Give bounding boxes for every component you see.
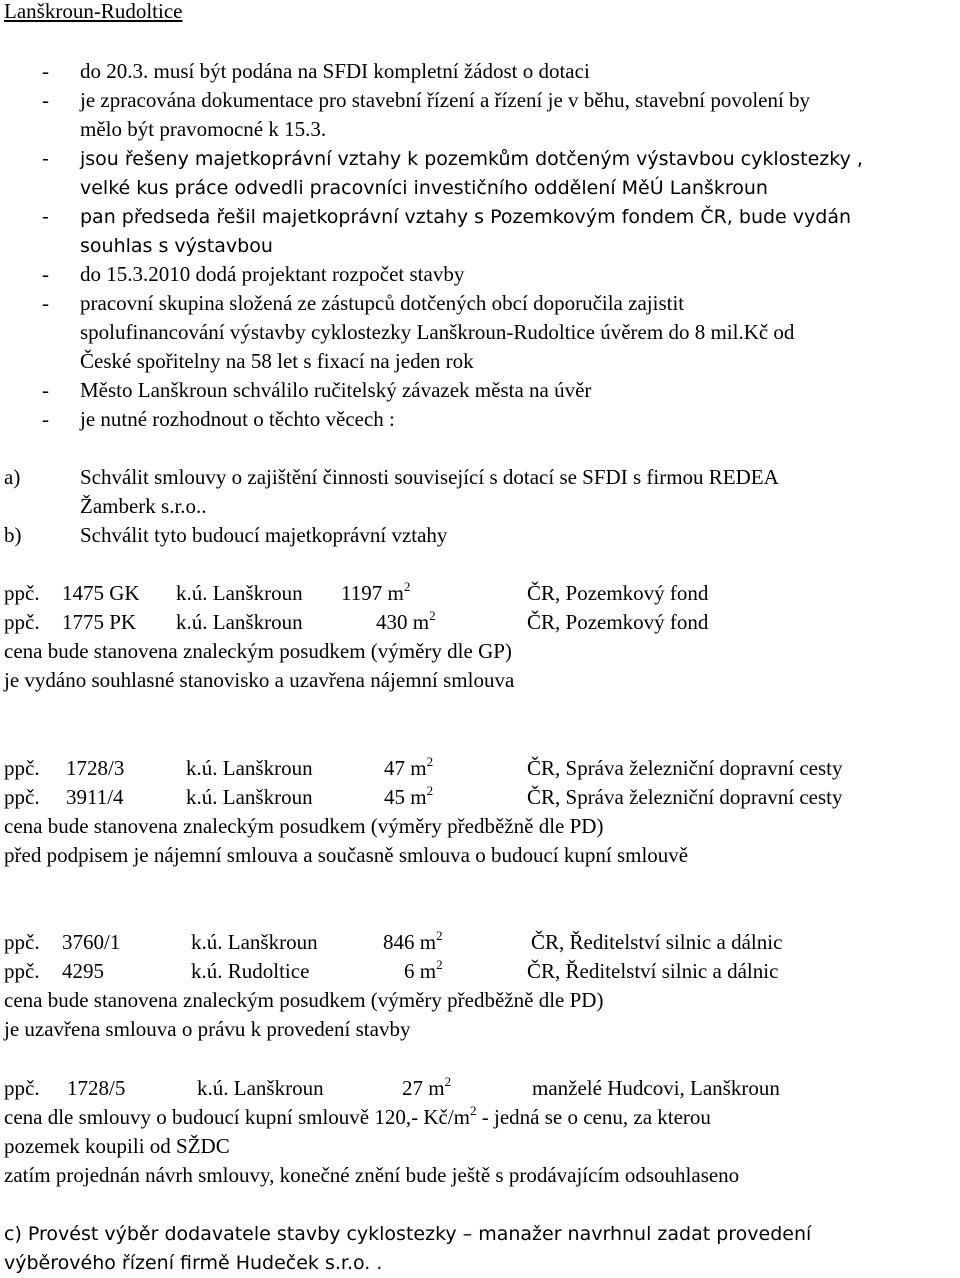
bullet-text: spolufinancování výstavby cyklostezky Lanškroun-Rudoltice úvěrem do 8 mil.Kč od: [80, 320, 795, 344]
parcel-owner: ČR, Správa železniční dopravní cesty: [527, 756, 843, 780]
bullet-dash: -: [42, 262, 49, 286]
bullet-text: jsou řešeny majetkoprávní vztahy k pozemkům dotčeným výstavbou cyklostezky ,: [80, 148, 863, 170]
parcel-area: 430 $m^2$: [376, 608, 436, 634]
parcel-number: 4295: [62, 959, 104, 983]
parcel-owner: ČR, Pozemkový fond: [527, 581, 709, 605]
parcel-owner: ČR, Pozemkový fond: [527, 610, 709, 634]
cadastral-area: k.ú. Lanškroun: [176, 581, 303, 605]
bullet-text: Město Lanškroun schválilo ručitelský závazek města na úvěr: [80, 378, 592, 402]
cadastral-area: k.ú. Lanškroun: [191, 930, 318, 954]
parcel-label: ppč.: [4, 930, 40, 954]
parcel-note: cena bude stanovena znaleckým posudkem (výměry dle GP): [4, 639, 512, 663]
parcel-label: ppč.: [4, 1076, 40, 1100]
parcel-note: cena bude stanovena znaleckým posudkem (výměry předběžně dle PD): [4, 814, 604, 838]
bullet-dash: -: [42, 206, 49, 228]
parcel-number: 1475 GK: [62, 581, 140, 605]
bullet-dash: -: [42, 407, 49, 431]
parcel-area: 47 $m^2$: [384, 754, 434, 780]
parcel-number: 3760/1: [62, 930, 121, 954]
parcel-owner: ČR, Správa železniční dopravní cesty: [527, 785, 843, 809]
parcel-label: ppč.: [4, 785, 40, 809]
lettered-text: Schválit tyto budoucí majetkoprávní vztahy: [80, 523, 448, 547]
parcel-label: ppč.: [4, 581, 40, 605]
document-title: Lanškroun-Rudoltice: [4, 0, 183, 23]
bullet-text: souhlas s výstavbou: [80, 235, 273, 257]
parcel-note: zatím projednán návrh smlouvy, konečné znění bude ještě s prodávajícím odsouhlaseno: [4, 1163, 740, 1187]
parcel-number: 1728/5: [67, 1076, 126, 1100]
bullet-dash: -: [42, 378, 49, 402]
price-note: cena dle smlouvy o budoucí kupní smlouvě 120,- $Kč/m^2$ - jedná se o cenu, za kterou: [4, 1103, 711, 1129]
lettered-text: Schválit smlouvy o zajištění činnosti související s dotací se SFDI s firmou REDEA: [80, 465, 779, 489]
parcel-number: 3911/4: [66, 785, 124, 809]
parcel-note: je uzavřena smlouva o právu k provedení stavby: [4, 1017, 411, 1041]
cadastral-area: k.ú. Lanškroun: [186, 756, 313, 780]
bullet-dash: -: [42, 148, 49, 170]
cadastral-area: k.ú. Lanškroun: [197, 1076, 324, 1100]
bullet-dash: -: [42, 88, 49, 112]
cadastral-area: k.ú. Lanškroun: [186, 785, 313, 809]
point-c-text: výběrového řízení firmě Hudeček s.r.o. .: [4, 1252, 383, 1274]
bullet-text: do 20.3. musí být podána na SFDI kompletní žádost o dotaci: [80, 59, 590, 83]
parcel-area: 846 $m^2$: [383, 928, 443, 954]
parcel-label: ppč.: [4, 756, 40, 780]
bullet-dash: -: [42, 291, 49, 315]
parcel-note: před podpisem je nájemní smlouva a současně smlouva o budoucí kupní smlouvě: [4, 843, 689, 867]
bullet-text: České spořitelny na 58 let s fixací na jeden rok: [80, 349, 474, 373]
parcel-owner: ČR, Ředitelství silnic a dálnic: [527, 959, 779, 983]
bullet-text: mělo být pravomocné k 15.3.: [80, 117, 327, 141]
lettered-text: Žamberk s.r.o..: [80, 494, 207, 518]
point-c-text: c) Provést výběr dodavatele stavby cyklostezky – manažer navrhnul zadat provedení: [4, 1223, 812, 1245]
parcel-note: cena bude stanovena znaleckým posudkem (výměry předběžně dle PD): [4, 988, 604, 1012]
bullet-dash: -: [42, 59, 49, 83]
parcel-label: ppč.: [4, 610, 40, 634]
parcel-area: 45 $m^2$: [384, 783, 434, 809]
bullet-text: je nutné rozhodnout o těchto věcech :: [80, 407, 395, 431]
cadastral-area: k.ú. Lanškroun: [176, 610, 303, 634]
bullet-text: do 15.3.2010 dodá projektant rozpočet stavby: [80, 262, 465, 286]
cadastral-area: k.ú. Rudoltice: [191, 959, 310, 983]
parcel-area: 1197 $m^2$: [341, 579, 411, 605]
parcel-number: 1775 PK: [62, 610, 137, 634]
parcel-number: 1728/3: [66, 756, 125, 780]
bullet-text: pracovní skupina složená ze zástupců dotčených obcí doporučila zajistit: [80, 291, 685, 315]
lettered-mark: b): [4, 523, 22, 547]
bullet-text: pan předseda řešil majetkoprávní vztahy s Pozemkovým fondem ČR, bude vydán: [80, 206, 852, 228]
parcel-area: 27 $m^2$: [402, 1074, 452, 1100]
parcel-note: je vydáno souhlasné stanovisko a uzavřena nájemní smlouva: [4, 668, 515, 692]
parcel-note: pozemek koupili od SŽDC: [4, 1134, 230, 1158]
parcel-owner: manželé Hudcovi, Lanškroun: [532, 1076, 780, 1100]
bullet-text: je zpracována dokumentace pro stavební řízení a řízení je v běhu, stavební povolení by: [80, 88, 811, 112]
bullet-text: velké kus práce odvedli pracovníci investičního oddělení MěÚ Lanškroun: [80, 177, 768, 199]
lettered-mark: a): [4, 465, 21, 489]
parcel-owner: ČR, Ředitelství silnic a dálnic: [531, 930, 783, 954]
parcel-area: 6 $m^2$: [404, 957, 443, 983]
parcel-label: ppč.: [4, 959, 40, 983]
